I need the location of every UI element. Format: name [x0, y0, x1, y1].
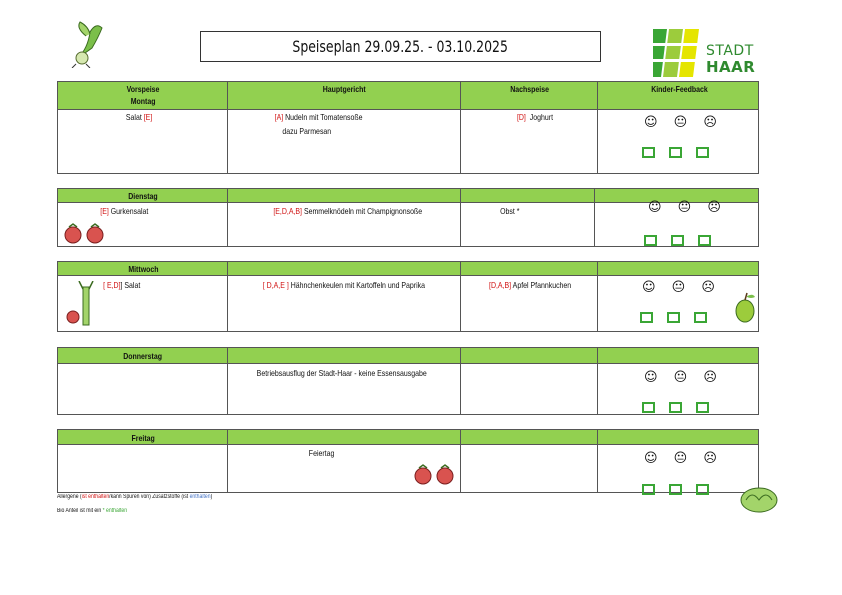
checkbox-sad[interactable] — [696, 147, 709, 158]
feedback-smileys: ☺ 😐 ☹ — [642, 280, 721, 295]
checkbox-neutral[interactable] — [671, 235, 684, 246]
feedback-smileys: ☺ 😐 ☹ — [644, 451, 723, 466]
main-monday-line2: dazu Parmesan — [282, 126, 332, 136]
day-block-monday — [57, 81, 759, 174]
day-block-wednesday — [57, 261, 759, 332]
tomato-illustration-icon — [61, 222, 111, 246]
dessert-wednesday: [D,A,B] Apfel Pfannkuchen — [489, 280, 572, 290]
checkbox-happy[interactable] — [642, 484, 655, 495]
page-title: Speiseplan 29.09.25. - 03.10.2025 — [200, 31, 601, 62]
column-header-hauptgericht: Hauptgericht — [322, 84, 366, 94]
lettuce-illustration-icon — [738, 482, 780, 514]
logo-line-haar: HAAR — [706, 58, 756, 76]
checkbox-sad[interactable] — [694, 312, 707, 323]
feedback-checkboxes[interactable] — [642, 484, 709, 495]
leek-illustration-icon — [63, 281, 99, 329]
checkbox-sad[interactable] — [696, 402, 709, 413]
feedback-smileys: ☺ 😐 ☹ — [644, 370, 723, 385]
checkbox-neutral[interactable] — [669, 147, 682, 158]
feedback-checkboxes[interactable] — [644, 235, 711, 246]
main-monday: [A] Nudeln mit Tomatensoße — [274, 112, 363, 122]
dessert-monday: [D] Joghurt — [516, 112, 554, 122]
day-label-tuesday: Dienstag — [128, 191, 158, 201]
day-block-thursday — [57, 347, 759, 415]
feedback-checkboxes[interactable] — [640, 312, 707, 323]
day-block-tuesday — [57, 188, 759, 247]
starter-tuesday: [E] Gurkensalat — [100, 206, 149, 216]
checkbox-happy[interactable] — [640, 312, 653, 323]
vegetable-illustration-icon — [68, 18, 108, 68]
logo-line-stadt: STADT — [706, 43, 754, 59]
feedback-checkboxes[interactable] — [642, 147, 709, 158]
tomato-illustration-icon — [411, 463, 459, 487]
checkbox-sad[interactable] — [696, 484, 709, 495]
column-header-kinder-feedback: Kinder-Feedback — [650, 84, 708, 94]
dessert-tuesday: Obst * — [500, 206, 520, 216]
checkbox-neutral[interactable] — [669, 402, 682, 413]
checkbox-neutral[interactable] — [667, 312, 680, 323]
table-header — [57, 81, 759, 110]
feedback-smileys: ☺ 😐 ☹ — [648, 200, 727, 215]
checkbox-happy[interactable] — [644, 235, 657, 246]
bio-legend: Bio Anteil ist mit ein * enthalten — [57, 508, 128, 514]
main-thursday: Betriebsausflug der Stadt-Haar - keine Essensausgabe — [256, 368, 427, 378]
column-header-vorspeise: Vorspeise — [126, 84, 160, 94]
checkbox-sad[interactable] — [698, 235, 711, 246]
checkbox-happy[interactable] — [642, 147, 655, 158]
checkbox-happy[interactable] — [642, 402, 655, 413]
starter-wednesday: [ E,D]] Salat — [103, 280, 141, 290]
starter-monday: Salat [E] — [125, 112, 153, 122]
main-friday: Feiertag — [308, 448, 335, 458]
day-label-monday: Montag — [130, 96, 156, 106]
day-block-friday — [57, 429, 759, 493]
feedback-checkboxes[interactable] — [642, 402, 709, 413]
column-header-nachspeise: Nachspeise — [510, 84, 549, 94]
feedback-smileys: ☺ 😐 ☹ — [644, 115, 723, 130]
day-label-thursday: Donnerstag — [123, 351, 163, 361]
checkbox-neutral[interactable] — [669, 484, 682, 495]
day-label-wednesday: Mittwoch — [127, 264, 159, 274]
pear-illustration-icon — [733, 291, 759, 325]
main-tuesday: [E,D,A,B] Semmelknödeln mit Champignonsoße — [273, 206, 423, 216]
allergen-legend: Allergene (ist enthalten/kann Spuren von) Zusatzstoffe (ist enthalten) — [57, 494, 213, 500]
day-label-friday: Freitag — [131, 433, 155, 443]
main-wednesday: [ D,A,E ] Hähnchenkeulen mit Kartoffeln und Paprika — [262, 280, 426, 290]
